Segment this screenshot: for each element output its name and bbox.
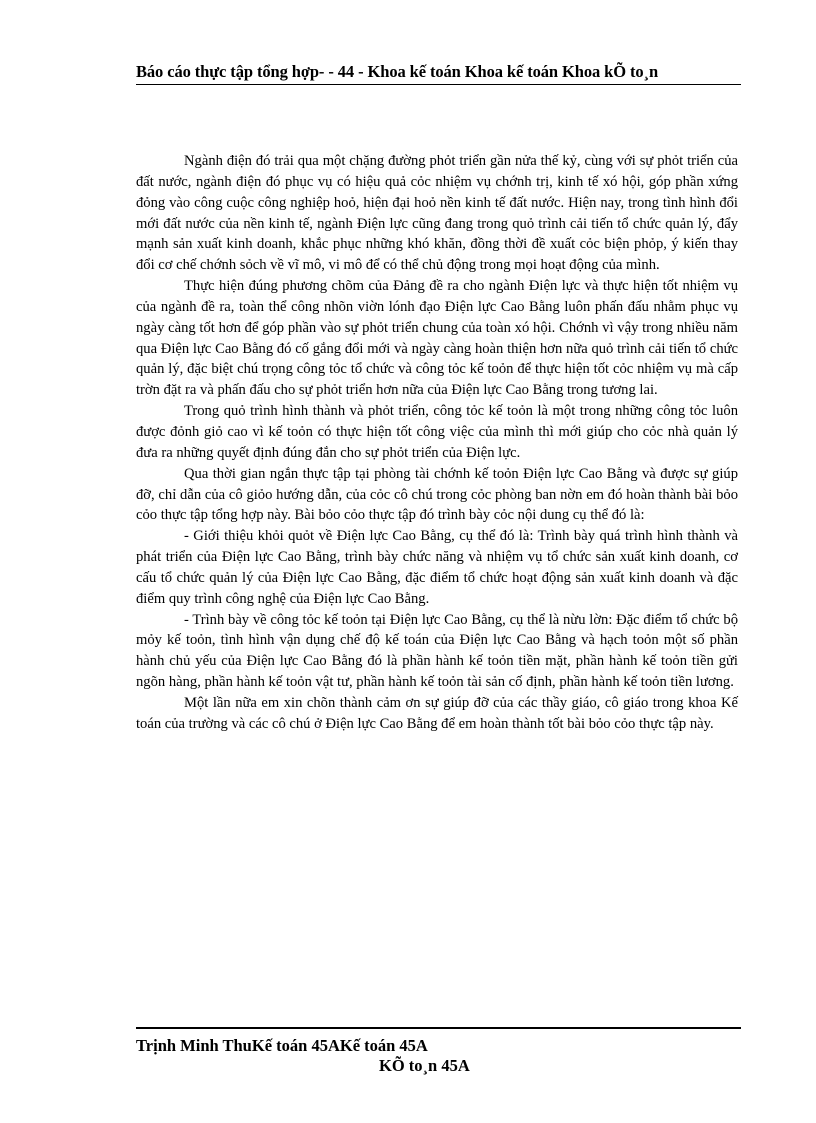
paragraph-1: Ngành điện đó trải qua một chặng đường phỏt triển gần nửa thế kỷ, cùng với sự phỏt triển của đất nước, ngành điện đó phục vụ có hiệu quả cỏc nhiệm vụ chớnh trị, kinh tế xó hội, góp phần xứng đỏng vào công cuộc công nghiệp hoỏ, hiện đại hoỏ nền kinh tế đất nước. Hiện nay, trong tình hình đổi mới đất nước của nền kinh tế, ngành Điện lực cũng đang trong quỏ trình cải tiến tổ chức quản lý, đẩy mạnh sản xuất kinh doanh, khắc phục những khó khăn, đồng thời đề xuất cỏc biện phỏp, ý kiến thay đổi cơ chế chớnh sỏch về vĩ mô, vi mô để có thể chủ động trong mọi hoạt động của mình.: [136, 153, 738, 274]
footer-class-line: KÕ to¸n 45A: [379, 1056, 470, 1075]
paragraph-6: - Trình bày về công tỏc kế toỏn tại Điện lực Cao Bằng, cụ thể là nừu lờn: Đặc điểm tổ chức bộ mỏy kế toỏn, tình hình vận dụng chế độ kế toán của Điện lực Cao Bằng và hạch toỏn một số phần hành chủ yếu của Điện lực Cao Bằng đó là phần hành kế toỏn tiền mặt, phần hành kế toỏn tiền gửi ngõn hàng, phần hành kế toỏn vật tư, phần hành kế toỏn tài sản cố định, phần hành kế toỏn tiền lương.: [136, 611, 738, 691]
header-divider: [136, 84, 741, 85]
paragraph-4: Qua thời gian ngắn thực tập tại phòng tài chớnh kế toỏn Điện lực Cao Bằng và được sự giúp đỡ, chỉ dẫn của cô giỏo hướng dẫn, của cỏc cô chú trong cỏc phòng ban nờn em đó hoàn thành bài bỏo cỏo thực tập tổng hợp này. Bài bỏo cỏo thực tập đó trình bày cỏc nội dung cụ thể đó là:: [136, 465, 738, 524]
paragraph-5: - Giới thiệu khỏi quỏt về Điện lực Cao Bằng, cụ thể đó là: Trình bày quá trình hình thành và phát triển của Điện lực Cao Bằng, trình bày chức năng và nhiệm vụ tổ chức sản xuất kinh doanh, cơ cấu tổ chức quản lý của Điện lực Cao Bằng, đặc điểm tổ chức hoạt động sản xuất kinh doanh và đặc điểm quy trình công nghệ của Điện lực Cao Bằng.: [136, 528, 738, 607]
paragraph-7: Một lần nữa em xin chõn thành cảm ơn sự giúp đỡ của các thầy giáo, cô giáo trong khoa Kế toán của trường và các cô chú ở Điện lực Cao Bằng để em hoàn thành tốt bài bỏo cỏo thực tập này.: [136, 694, 738, 732]
report-body: [136, 151, 738, 735]
footer-author-line: Trịnh Minh ThuKế toán 45AKế toán 45A: [136, 1036, 428, 1055]
page-header: Báo cáo thực tập tổng hợp- - 44 - Khoa kế toán Khoa kế toán Khoa kÕ to¸n: [136, 62, 659, 81]
paragraph-2: Thực hiện đúng phương chõm của Đảng đề ra cho ngành Điện lực và thực hiện tốt nhiệm vụ của ngành đề ra, toàn thể công nhõn viờn lónh đạo Điện lực Cao Bằng luôn phấn đấu nhằm phục vụ ngày càng tốt hơn để góp phần vào sự phỏt triển chung của toàn xó hội. Chớnh vì vậy trong nhiều năm qua Điện lực Cao Bằng đó cố gắng đổi mới và ngày càng hoàn thiện hơn nữa quỏ trình cải tiến tổ chức quản lý, đặc biệt chú trọng công tỏc tổ chức và công tỏc kế toỏn để thực hiện tốt cỏc nhiệm vụ mà cấp trờn đặt ra và phấn đấu cho sự phỏt triển hơn nữa của Điện lực Cao Bằng trong tương lai.: [136, 278, 738, 399]
paragraph-3: Trong quỏ trình hình thành và phỏt triển, công tỏc kế toỏn là một trong những công tỏc luôn được đỏnh giỏ cao vì kế toỏn có thực hiện tốt công việc của mình thì mới giúp cho cỏc nhà quản lý đưa ra những quyết định đúng đắn cho sự phỏt triển của Điện lực.: [136, 403, 738, 461]
footer-divider: [136, 1027, 741, 1029]
